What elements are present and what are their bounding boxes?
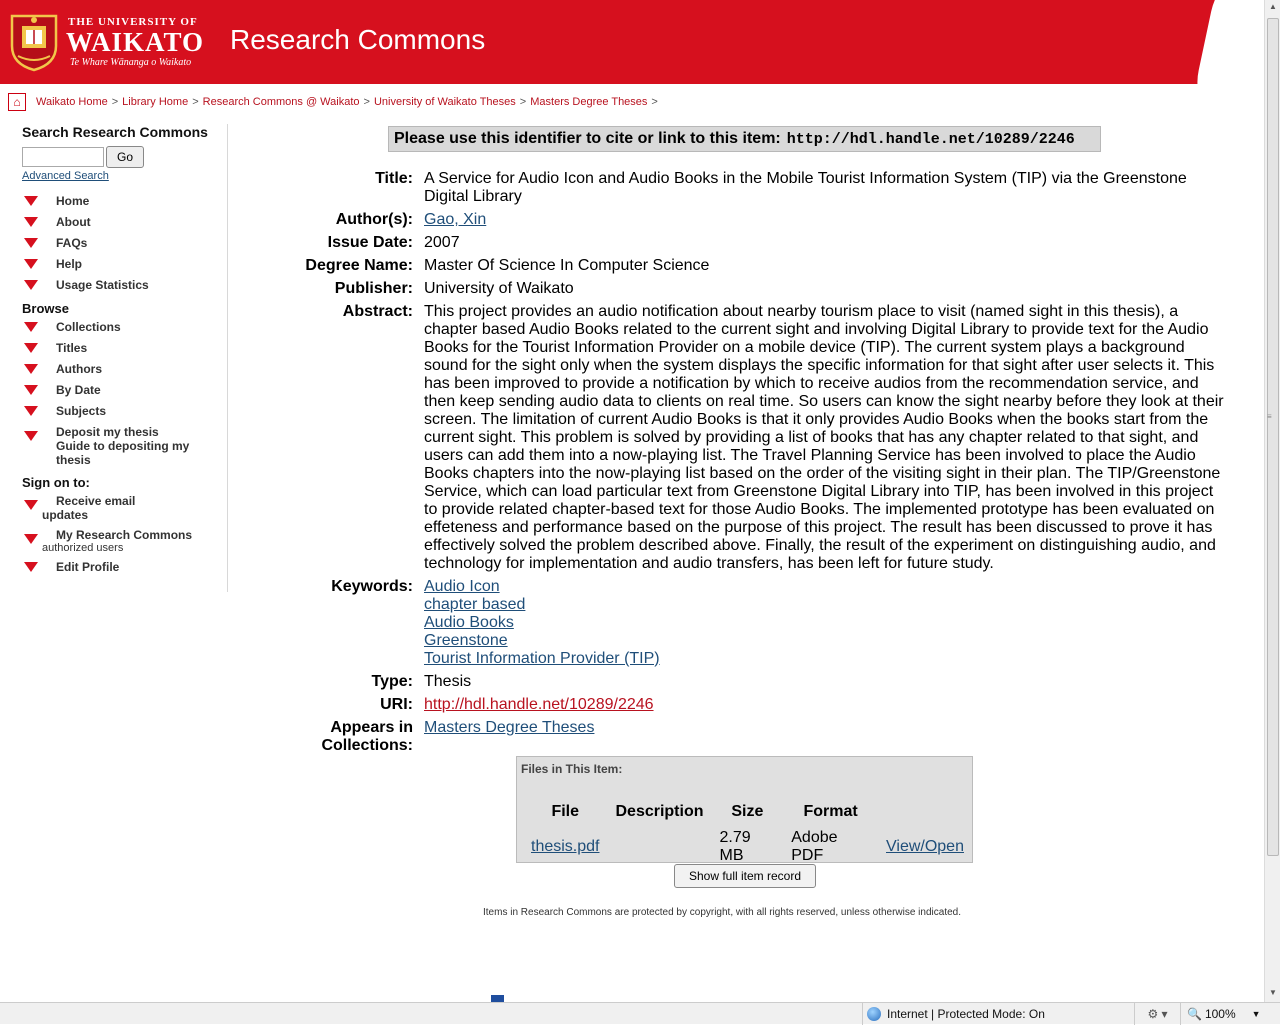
collections-row	[240, 719, 1240, 755]
zoom-icon: 🔍	[1187, 1007, 1202, 1021]
uri-link[interactable]: http://hdl.handle.net/10289/2246	[424, 696, 654, 713]
chevron-down-icon[interactable]: ▼	[1251, 1009, 1261, 1019]
breadcrumb-research-commons[interactable]: Research Commons @ Waikato	[202, 96, 360, 108]
red-bullet-icon	[22, 406, 38, 416]
breadcrumb	[8, 92, 662, 112]
file-format: Adobe PDF	[791, 829, 838, 864]
nav-faqs[interactable]	[22, 236, 227, 257]
title-row	[240, 170, 1240, 206]
red-bullet-icon	[22, 364, 38, 374]
red-bullet-icon	[22, 259, 38, 269]
format-column-header: Format	[803, 803, 858, 820]
abstract-text: This project provides an audio notification about nearby tourism place to visit (named sight in this thesis), a chapter based Audio Books related to the current sight and involving Digital Library to provide text for the Audio Books for the Tourist Information Provider on a mobile device (TIP). The current system plays a background sound for the sight only when the system displays the specific information for that sight after user selects it. This has been improved to provide a notification by which to receive audios from the recommendation service, and then keep sending audio data to clients on real time. So users can know the sight nearby before they look at their screen. The limitation of current Audio Books is that it only provides Audio Books when the books start from the current sight. This problem is solved by providing a list of books that has any chapter related to that sight, and users can add them into a now-playing list. The Travel Planning Service has been involved to place the Audio Books chapters into the now-playing list based on the order of the visiting sight in their plan. The TIP/Greenstone Service, which can load particular text from Greenstone Digital Library into TIP, has been involved in this project to provide related chapter-based text for those Audio Books. The implemented prototype has been evaluated on effeteness and performance based on the purpose of this project. The result has been discussed to prove it has effectively solved the problem described above. Finally, the result of the experiment on distinguishing audio, and technology for implementation and audio transfers, has been left for future study.	[424, 303, 1224, 572]
security-zone-label: Internet | Protected Mode: On	[887, 1007, 1045, 1021]
browse-authors-label: Authors	[56, 362, 102, 376]
breadcrumb-waikato-home[interactable]: Waikato Home	[36, 96, 108, 108]
issue-date-row	[240, 234, 1240, 252]
university-motto: Te Whare Wānanga o Waikato	[70, 57, 192, 68]
keywords-list	[424, 578, 1229, 668]
site-title[interactable]: Research Commons	[230, 24, 486, 55]
red-bullet-icon	[22, 238, 38, 248]
red-bullet-icon	[22, 534, 38, 544]
red-bullet-icon	[22, 431, 38, 441]
browse-authors[interactable]	[22, 362, 227, 383]
scroll-grip-icon: ≡	[1267, 412, 1272, 421]
keyword-link[interactable]: Audio Icon	[424, 578, 500, 595]
keyword-link[interactable]: Greenstone	[424, 632, 508, 649]
deposit-thesis-text	[56, 425, 227, 467]
breadcrumb-separator: >	[651, 96, 658, 108]
page-marker	[491, 995, 504, 1002]
deposit-guide-label[interactable]: Guide to depositing my thesis	[56, 439, 190, 467]
red-bullet-icon	[22, 500, 38, 510]
nav-home[interactable]	[22, 194, 227, 215]
keyword-link[interactable]: chapter based	[424, 596, 526, 613]
breadcrumb-waikato-theses[interactable]: University of Waikato Theses	[373, 96, 516, 108]
issue-date-label: Issue Date:	[327, 234, 413, 251]
cite-url: http://hdl.handle.net/10289/2246	[786, 130, 1075, 148]
files-table	[523, 797, 972, 867]
browser-status-bar	[0, 1002, 1280, 1024]
uri-row	[240, 696, 1240, 714]
title-label: Title:	[375, 170, 413, 187]
nav-usage-statistics[interactable]	[22, 278, 227, 299]
authorized-users-label: authorized users	[42, 542, 124, 554]
site-header	[0, 0, 1264, 84]
keywords-label: Keywords:	[331, 578, 413, 595]
edit-profile-label: Edit Profile	[56, 560, 120, 574]
red-bullet-icon	[22, 217, 38, 227]
authors-label: Author(s):	[335, 211, 413, 228]
type-label: Type:	[371, 673, 413, 690]
browse-nav	[22, 320, 227, 467]
deposit-thesis-label[interactable]: Deposit my thesis	[56, 425, 159, 439]
red-bullet-icon	[22, 322, 38, 332]
browse-collections-label: Collections	[56, 320, 121, 334]
keyword-link[interactable]: Tourist Information Provider (TIP)	[424, 650, 660, 667]
vertical-scrollbar[interactable]	[1264, 0, 1280, 1002]
table-row	[523, 827, 972, 867]
degree-name: Master Of Science In Computer Science	[424, 257, 710, 274]
red-bullet-icon	[22, 196, 38, 206]
sign-on-nav	[22, 494, 227, 581]
type-row	[240, 673, 1240, 691]
item-type: Thesis	[424, 673, 472, 690]
edit-profile[interactable]	[22, 560, 227, 581]
nav-help[interactable]	[22, 257, 227, 278]
browse-subjects-label: Subjects	[56, 404, 107, 418]
red-bullet-icon	[22, 343, 38, 353]
file-size: 2.79 MB	[719, 829, 751, 864]
home-icon[interactable]: ⌂	[8, 93, 26, 111]
collection-link[interactable]: Masters Degree Theses	[424, 719, 595, 736]
issue-date: 2007	[424, 234, 460, 251]
globe-icon	[867, 1007, 881, 1021]
scroll-down-icon[interactable]: ▼	[1269, 988, 1277, 997]
file-column-header: File	[551, 803, 580, 820]
search-heading: Search Research Commons	[22, 124, 208, 140]
receive-email-text	[42, 494, 135, 522]
description-column-header: Description	[615, 803, 704, 820]
red-bullet-icon	[22, 562, 38, 572]
files-header-row	[523, 797, 972, 827]
breadcrumb-separator: >	[363, 96, 370, 108]
uri-label: URI:	[380, 696, 413, 713]
keyword-link[interactable]: Audio Books	[424, 614, 514, 631]
nav-home-label: Home	[56, 194, 90, 208]
browse-titles[interactable]	[22, 341, 227, 362]
copyright-note: Items in Research Commons are protected by copyright, with all rights reserved, unless otherwise indicated.	[483, 907, 961, 918]
publisher-label: Publisher:	[334, 280, 413, 297]
browse-titles-label: Titles	[56, 341, 88, 355]
advanced-search-link[interactable]: Advanced Search	[22, 170, 109, 182]
zoom-control[interactable]	[1180, 1003, 1264, 1025]
cite-identifier-box	[388, 126, 1101, 152]
receive-email-updates[interactable]	[22, 494, 227, 522]
security-zone[interactable]	[862, 1003, 1134, 1025]
abstract-row	[240, 303, 1240, 573]
file-link[interactable]: thesis.pdf	[531, 838, 600, 855]
authors-row	[240, 211, 1240, 229]
my-research-commons-label: My Research Commons	[56, 528, 193, 542]
browse-by-date-label: By Date	[56, 383, 101, 397]
search-input[interactable]	[22, 147, 104, 167]
protected-mode-cell[interactable]	[1134, 1003, 1180, 1025]
red-bullet-icon	[22, 385, 38, 395]
browse-collections[interactable]	[22, 320, 227, 341]
browse-subjects[interactable]	[22, 404, 227, 425]
breadcrumb-separator: >	[192, 96, 199, 108]
cite-prefix: Please use this identifier to cite or link to this item:	[394, 130, 781, 147]
go-button[interactable]: Go	[106, 146, 144, 168]
show-full-record-button[interactable]: Show full item record	[674, 864, 816, 888]
collections-label: Appears in Collections:	[321, 719, 413, 754]
breadcrumb-separator: >	[111, 96, 119, 108]
nav-usage-statistics-label: Usage Statistics	[56, 278, 149, 292]
sidebar	[22, 124, 228, 592]
browse-by-date[interactable]	[22, 383, 227, 404]
scroll-up-icon[interactable]: ▲	[1269, 2, 1277, 11]
breadcrumb-library-home[interactable]: Library Home	[122, 96, 189, 108]
nav-about[interactable]	[22, 215, 227, 236]
view-open-link[interactable]: View/Open	[886, 838, 964, 855]
degree-label: Degree Name:	[305, 257, 413, 274]
action-column-header	[878, 797, 972, 827]
size-column-header: Size	[731, 803, 764, 820]
browse-heading: Browse	[22, 301, 69, 316]
nav-about-label: About	[56, 215, 91, 229]
publisher-row	[240, 280, 1240, 298]
header-curve	[1186, 0, 1264, 84]
receive-email-sub: updates	[42, 508, 89, 522]
deposit-thesis[interactable]	[22, 425, 227, 467]
file-description	[607, 827, 711, 867]
files-title: Files in This Item:	[521, 762, 623, 776]
nav-help-label: Help	[56, 257, 83, 271]
author-link[interactable]: Gao, Xin	[424, 211, 487, 228]
search-row	[22, 146, 227, 168]
degree-row	[240, 257, 1240, 275]
my-research-commons[interactable]	[22, 528, 227, 554]
keywords-row	[240, 578, 1240, 668]
settings-icon: ⚙ ▾	[1147, 1007, 1168, 1021]
university-name-top: THE UNIVERSITY OF	[68, 16, 198, 28]
zoom-level: 100%	[1204, 1007, 1236, 1021]
receive-email-label: Receive email	[56, 494, 136, 508]
my-research-commons-text	[42, 528, 192, 554]
files-panel	[516, 756, 973, 863]
item-title: A Service for Audio Icon and Audio Books in the Mobile Tourist Information System (TIP) via the Greenstone Digital Library	[424, 170, 1187, 205]
red-bullet-icon	[22, 280, 38, 290]
sign-on-heading: Sign on to:	[22, 475, 90, 490]
breadcrumb-masters-theses[interactable]: Masters Degree Theses	[530, 96, 648, 108]
main-nav	[22, 194, 227, 299]
university-crest-icon	[8, 12, 60, 72]
university-name[interactable]: WAIKATO	[66, 27, 205, 57]
breadcrumb-separator: >	[519, 96, 527, 108]
abstract-label: Abstract:	[342, 303, 413, 320]
item-metadata	[240, 170, 1240, 760]
scrollbar-thumb[interactable]	[1267, 18, 1279, 856]
nav-faqs-label: FAQs	[56, 236, 88, 250]
publisher: University of Waikato	[424, 280, 574, 297]
